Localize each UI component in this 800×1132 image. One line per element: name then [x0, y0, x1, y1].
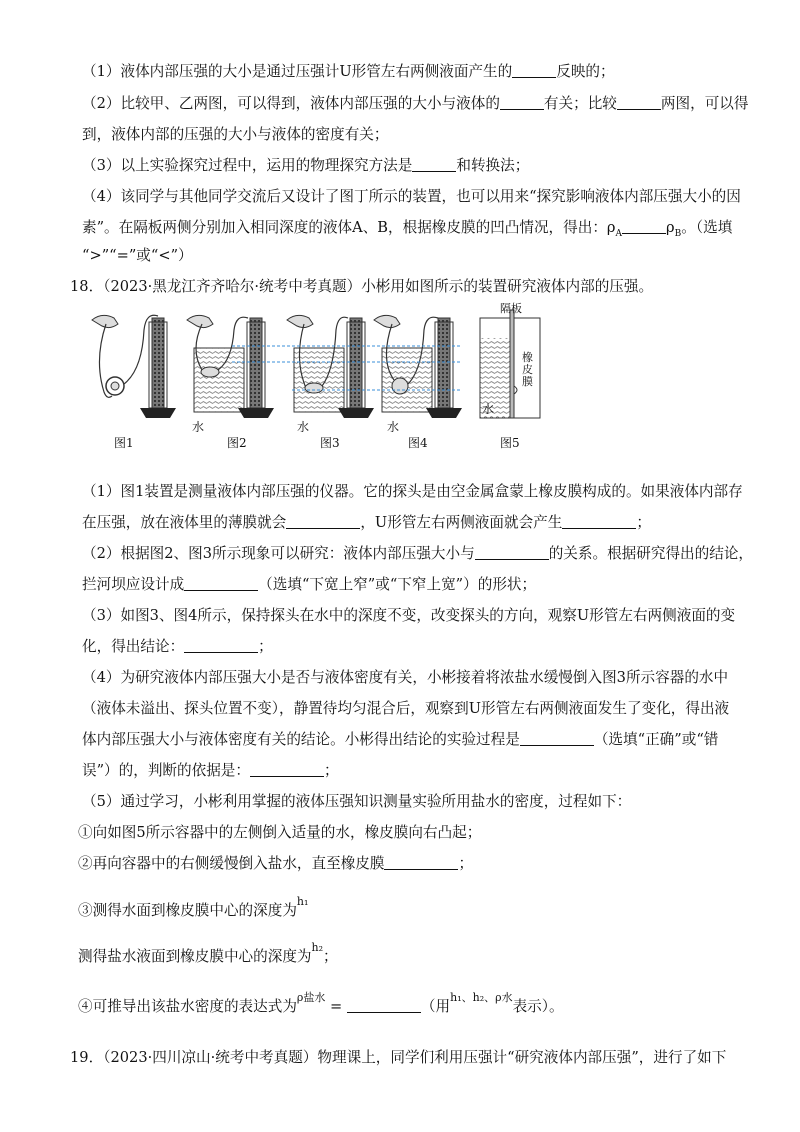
answer-blank[interactable]: [184, 575, 258, 591]
q18-step4: [78, 988, 718, 1017]
answer-blank[interactable]: [512, 62, 556, 78]
q17-part1: [82, 62, 722, 82]
q18-part2: [82, 544, 754, 564]
text: 测得盐水液面到橡皮膜中心的深度为: [78, 948, 312, 965]
text: 和转换法；: [456, 157, 530, 174]
text: 18．（2023·黑龙江齐齐哈尔·统考中考真题）小彬用如图所示的装置研究液体内部的压强。: [70, 278, 654, 295]
fig3-apparatus: [287, 315, 374, 418]
text: ④可推导出该盐水密度的表达式为: [78, 998, 297, 1015]
text: ②再向容器中的右侧缓慢倒入盐水，直至橡皮膜: [78, 855, 385, 872]
apparatus-illustration: [82, 300, 562, 450]
answer-blank[interactable]: [622, 218, 666, 234]
q18-part3: [82, 606, 736, 626]
q18-step2: [78, 854, 718, 874]
text: 化，得出结论：: [82, 638, 185, 655]
q17-part3: [82, 156, 722, 176]
text: 误”）的，判断的依据是：: [82, 762, 250, 779]
q19-heading: [70, 1048, 727, 1068]
text: ③测得水面到橡皮膜中心的深度为: [78, 902, 297, 919]
answer-blank[interactable]: [617, 94, 661, 110]
text: ；: [324, 762, 339, 779]
text: （1）液体内部压强的大小是通过压强计U形管左右两侧液面产生的: [82, 63, 513, 80]
text: 有关；比较: [543, 95, 617, 112]
water-label: 水: [482, 402, 495, 416]
symbol-rho-saltwater: ρ盐水: [296, 991, 326, 1004]
q18-step1: [78, 823, 718, 843]
q18-part4-cont3: [82, 761, 722, 781]
q18-part3-cont: [82, 637, 722, 657]
text: （选填“下宽上窄”或“下窄上宽”）的形状；: [258, 576, 537, 593]
caption-fig2: 图2: [227, 436, 247, 450]
text: （4）该同学与其他同学交流后又设计了图丁所示的装置，也可以用来“探究影响液体内部压强大小的因: [82, 188, 741, 205]
text: （用: [420, 998, 451, 1015]
answer-blank[interactable]: [500, 94, 544, 110]
caption-fig3: 图3: [320, 436, 340, 450]
caption-fig5: 图5: [500, 436, 520, 450]
text: ρ: [666, 219, 675, 236]
text: ；: [258, 638, 273, 655]
text: ；: [323, 948, 338, 965]
q17-part4-cont: [82, 218, 733, 244]
subscript: A: [615, 228, 622, 239]
text: ；: [458, 855, 474, 872]
q18-step3-cont: [78, 938, 718, 967]
caption-fig1: 图1: [114, 436, 134, 450]
water-label: 水: [387, 420, 400, 434]
symbol-h2: h₂: [311, 941, 324, 954]
answer-blank[interactable]: [250, 761, 324, 777]
text: （2）根据图2、图3所示现象可以研究：液体内部压强大小与: [82, 545, 475, 562]
text: （1）图1装置是测量液体内部压强的仪器。它的探头是由空金属盒蒙上橡皮膜构成的。如果液体内部存: [82, 483, 743, 500]
fig2-apparatus: [187, 315, 274, 418]
q17-part2: [82, 94, 749, 114]
q18-part5: [82, 792, 722, 812]
text: 的关系。根据研究得出的结论，: [548, 545, 754, 562]
text: （3）以上实验探究过程中，运用的物理探究方法是: [82, 157, 413, 174]
answer-blank[interactable]: [184, 637, 258, 653]
q18-part4-cont2: [82, 730, 722, 750]
text: （5）通过学习，小彬利用掌握的液体压强知识测量实验所用盐水的密度，过程如下：: [82, 793, 632, 810]
text: 两图，可以得: [660, 95, 749, 112]
partition-label: 隔板: [500, 302, 522, 315]
fig4-apparatus: [374, 315, 462, 418]
q18-part4-cont1: [82, 699, 730, 719]
symbol-h1: h₁: [296, 895, 309, 908]
text: （3）如图3、图4所示，保持探头在水中的深度不变，改变探头的方向，观察U形管左右两侧液面的变: [82, 607, 736, 624]
text: 。（选填: [681, 219, 733, 236]
text: 19．（2023·四川凉山·统考中考真题）物理课上，同学们利用压强计“研究液体内部压强”，进行了如下: [70, 1049, 727, 1066]
answer-blank[interactable]: [520, 730, 594, 746]
answer-blank[interactable]: [475, 544, 549, 560]
text: 表示）。: [512, 998, 564, 1015]
text: （4）为研究液体内部压强大小是否与液体密度有关，小彬接着将浓盐水缓慢倒入图3所示容器的水中: [82, 669, 729, 686]
text: ，U形管左右两侧液面就会产生: [360, 514, 563, 531]
symbol-list: h₁、h₂、ρ水: [450, 991, 513, 1004]
water-label: 水: [192, 420, 205, 434]
q17-part4: [82, 187, 741, 207]
q18-heading: [70, 277, 710, 297]
text: （2）比较甲、乙两图，可以得到，液体内部压强的大小与液体的: [82, 95, 500, 112]
text: 在压强，放在液体里的薄膜就会: [82, 514, 287, 531]
text: 体内部压强大小与液体密度有关的结论。小彬得出结论的实验过程是: [82, 731, 520, 748]
q18-part1: [82, 482, 743, 502]
q18-part4: [82, 668, 729, 688]
text: （选填“正确”或“错: [593, 731, 719, 748]
text: 反映的；: [556, 63, 615, 80]
caption-fig4: 图4: [408, 436, 428, 450]
text: ；: [636, 514, 651, 531]
text: 素”。在隔板两侧分别加入相同深度的液体A、B，根据橡皮膜的凹凸情况，得出：ρ: [82, 219, 616, 236]
text: ①向如图5所示容器中的左侧倒入适量的水，橡皮膜向右凸起；: [78, 824, 482, 841]
answer-blank[interactable]: [384, 854, 458, 870]
q18-figure: [82, 300, 562, 450]
text: （液体未溢出、探头位置不变），静置待均匀混合后，观察到U形管左右两侧液面发生了变化，得出液: [82, 700, 730, 717]
text: 到，液体内部的压强的大小与液体的密度有关；: [82, 126, 389, 143]
q17-part2-cont: [82, 125, 722, 145]
text: “>”“=”或“<”）: [82, 247, 193, 264]
membrane-label: 橡皮膜: [522, 351, 533, 388]
text: =: [325, 998, 343, 1015]
q18-part2-cont: [82, 575, 722, 595]
subscript: B: [674, 228, 682, 239]
fig1-apparatus: [92, 315, 176, 418]
q18-part1-cont: [82, 513, 722, 533]
answer-blank[interactable]: [347, 997, 421, 1013]
q18-step3: [78, 892, 718, 921]
water-label: 水: [297, 420, 310, 434]
text: 拦河坝应设计成: [82, 576, 185, 593]
answer-blank[interactable]: [412, 156, 456, 172]
answer-blank[interactable]: [562, 513, 636, 529]
answer-blank[interactable]: [286, 513, 360, 529]
q17-part4-options: [82, 246, 722, 266]
